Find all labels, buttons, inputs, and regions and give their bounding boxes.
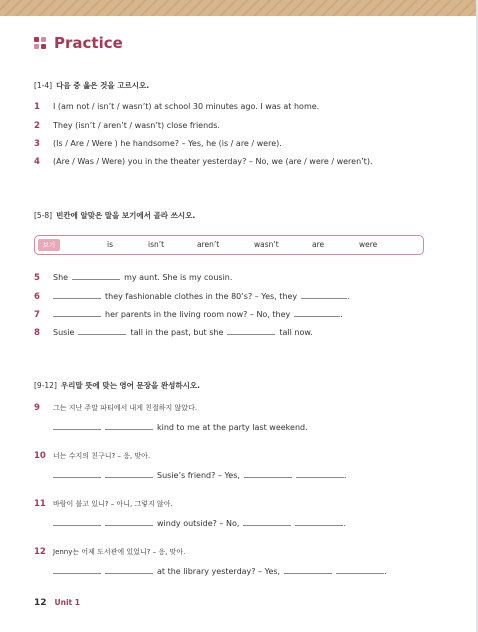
unit-label: Unit 1: [54, 598, 80, 607]
english-sentence: windy outside? – No,: [157, 519, 240, 528]
section-2-range: [5-8]: [34, 211, 53, 220]
question-7: [34, 307, 343, 320]
answer-blank[interactable]: [105, 420, 153, 430]
answer-blank[interactable]: [53, 289, 101, 299]
answer-blank[interactable]: [53, 468, 101, 478]
question-5: [34, 270, 232, 283]
korean-prompt: Jenny는 어제 도서관에 있었니? – 응, 맞아.: [53, 548, 186, 556]
english-sentence: kind to me at the party last weekend.: [157, 423, 308, 432]
word-bank-word: wasn’t: [254, 240, 279, 249]
question-end: .: [343, 471, 347, 480]
question-text: they fashionable clothes in the 80’s? – Yes, they: [105, 292, 298, 301]
korean-prompt: 너는 수지의 친구니? – 응, 맞아.: [53, 452, 151, 460]
question-text: tall now.: [279, 328, 313, 337]
answer-blank[interactable]: [227, 325, 275, 335]
section-1-heading: [34, 80, 149, 91]
question-text: Susie: [53, 328, 75, 337]
answer-blank[interactable]: [284, 564, 332, 574]
page-number: 12: [34, 598, 47, 608]
question-2: [34, 121, 220, 131]
question-3: [34, 139, 282, 149]
question-text: I (am not / isn’t / wasn’t) at school 30 minutes ago. I was at home.: [53, 102, 320, 111]
question-number: 12: [34, 547, 46, 557]
answer-blank[interactable]: [53, 516, 101, 526]
english-sentence: at the library yesterday? – Yes,: [157, 567, 281, 576]
question-end: .: [343, 519, 346, 528]
question-number: 4: [34, 157, 40, 167]
answer-blank[interactable]: [244, 468, 292, 478]
section-1-range: [1-4]: [34, 81, 53, 90]
word-bank-word: is: [107, 240, 113, 249]
answer-blank[interactable]: [295, 516, 343, 526]
page-footer: [34, 598, 80, 608]
top-decorative-bar: [0, 0, 478, 16]
question-text: tall in the past, but she: [130, 328, 224, 337]
question-11: [34, 499, 346, 528]
korean-prompt: 그는 지난 주말 파티에서 내게 친절하지 않았다.: [53, 404, 198, 412]
question-number: 8: [34, 328, 40, 338]
question-text: She: [53, 273, 69, 282]
answer-blank[interactable]: [296, 468, 344, 478]
answer-blank[interactable]: [336, 564, 384, 574]
question-text: (Are / Was / Were) you in the theater yesterday? – No, we (are / were / weren’t).: [53, 157, 373, 166]
question-text: my aunt. She is my cousin.: [124, 273, 233, 282]
answer-blank[interactable]: [78, 325, 126, 335]
question-number: 5: [34, 273, 40, 283]
answer-blank[interactable]: [105, 516, 153, 526]
page-title: Practice: [54, 34, 123, 52]
word-bank-box: [34, 235, 424, 255]
title-row: [34, 34, 123, 52]
word-bank-label: 보기: [38, 239, 60, 251]
section-3-range: [9-12]: [34, 381, 57, 390]
question-10: [34, 451, 347, 480]
question-number: 9: [34, 403, 40, 413]
question-6: [34, 289, 350, 302]
question-number: 7: [34, 310, 40, 320]
section-1-instruction: 다음 중 옳은 것을 고르시오.: [56, 81, 150, 90]
question-number: 1: [34, 102, 40, 112]
answer-blank[interactable]: [53, 420, 101, 430]
practice-grid-icon: [34, 37, 47, 50]
question-12: [34, 547, 387, 576]
question-text: her parents in the living room now? – No, they: [105, 310, 291, 319]
question-end: .: [340, 310, 343, 319]
answer-blank[interactable]: [53, 564, 101, 574]
question-text: They (isn’t / aren’t / wasn’t) close friends.: [53, 121, 220, 130]
question-text: (Is / Are / Were ) he handsome? – Yes, he (is / are / were).: [53, 139, 282, 148]
question-4: [34, 157, 372, 167]
section-2-heading: [34, 210, 195, 221]
question-number: 10: [34, 451, 46, 461]
answer-blank[interactable]: [53, 307, 101, 317]
section-3-heading: [34, 380, 200, 391]
question-end: .: [347, 292, 350, 301]
korean-prompt: 바람이 불고 있니? – 아니, 그렇지 않아.: [53, 500, 173, 508]
section-2-instruction: 빈칸에 알맞은 말을 보기에서 골라 쓰시오.: [56, 211, 196, 220]
answer-blank[interactable]: [105, 468, 153, 478]
question-number: 3: [34, 139, 40, 149]
english-sentence: Susie’s friend? – Yes,: [157, 471, 240, 480]
question-1: [34, 102, 319, 112]
word-bank-word: aren’t: [197, 240, 220, 249]
question-9: [34, 403, 308, 432]
answer-blank[interactable]: [294, 307, 340, 317]
answer-blank[interactable]: [105, 564, 153, 574]
answer-blank[interactable]: [243, 516, 291, 526]
question-end: .: [384, 567, 387, 576]
answer-blank[interactable]: [72, 270, 120, 280]
word-bank-word: were: [359, 240, 378, 249]
answer-blank[interactable]: [301, 289, 347, 299]
question-number: 6: [34, 292, 40, 302]
word-bank-word: are: [312, 240, 325, 249]
question-number: 2: [34, 121, 40, 131]
section-3-instruction: 우리말 뜻에 맞는 영어 문장을 완성하시오.: [60, 381, 200, 390]
question-8: [34, 325, 313, 338]
word-bank-word: isn’t: [148, 240, 165, 249]
question-number: 11: [34, 499, 46, 509]
